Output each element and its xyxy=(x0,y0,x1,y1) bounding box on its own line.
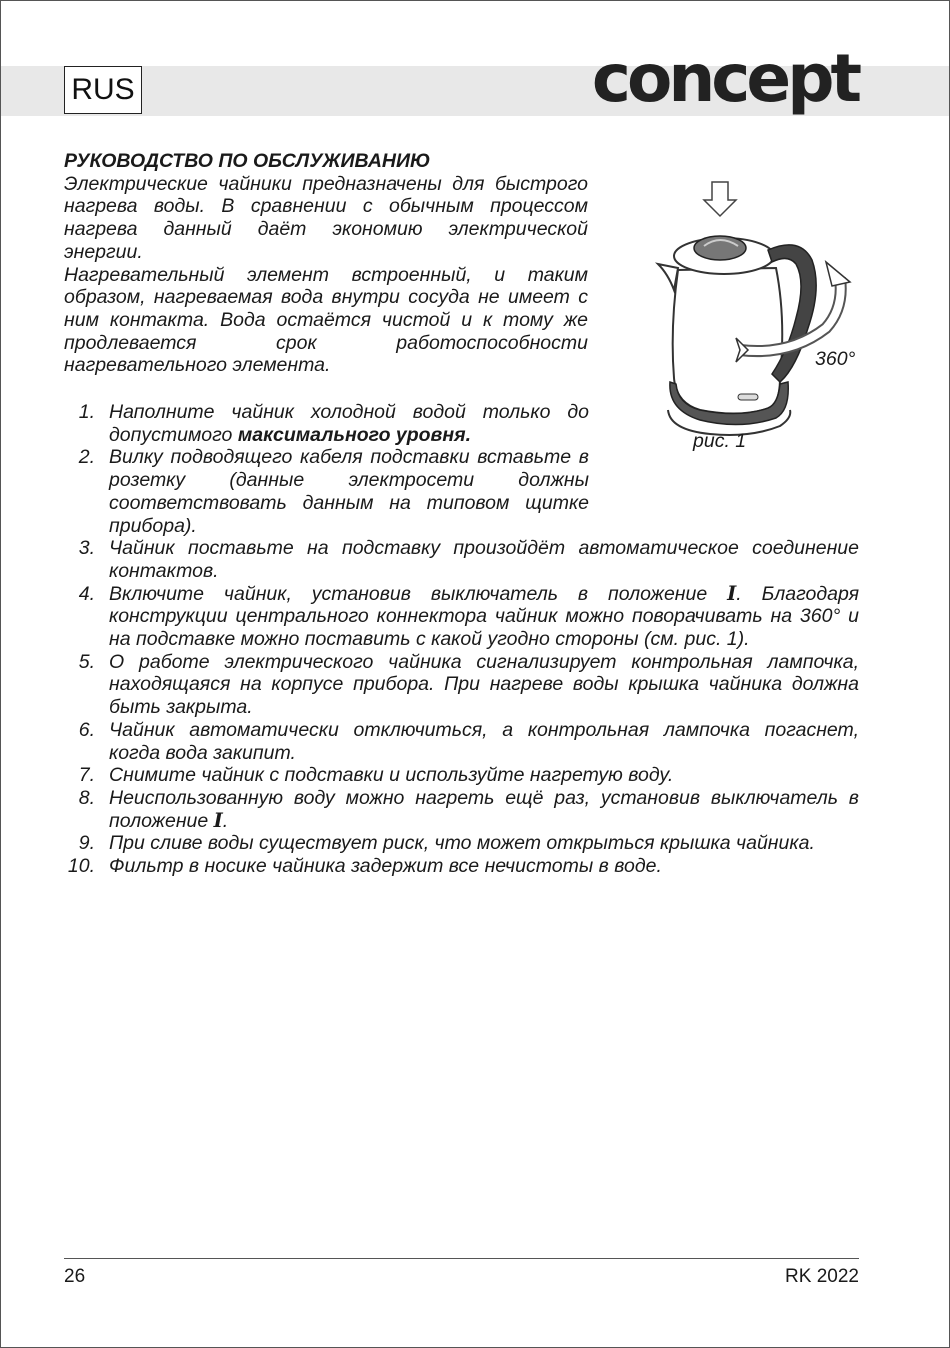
list-item xyxy=(64,446,589,537)
step-number: 10. xyxy=(67,855,95,878)
brand-logo: concept xyxy=(591,40,858,117)
step-number: 2. xyxy=(78,446,95,469)
step-number: 9. xyxy=(78,832,95,855)
step-text: При сливе воды существует риск, что может открыться крышка чайника. xyxy=(109,832,815,855)
switch-symbol: I xyxy=(727,581,737,605)
rotation-label: 360° xyxy=(815,348,856,370)
step-text: Снимите чайник с подставки и используйте нагретую воду. xyxy=(109,764,674,787)
step-text-continued: . xyxy=(222,809,229,832)
language-label: RUS xyxy=(64,66,142,114)
footer-divider xyxy=(64,1258,859,1259)
step-text: Включите чайник, установив выключатель в положение xyxy=(109,582,728,605)
kettle-illustration xyxy=(640,178,870,458)
section-title: РУКОВОДСТВО ПО ОБСЛУЖИВАНИЮ xyxy=(64,150,431,172)
step-number: 7. xyxy=(78,764,95,787)
step-number: 4. xyxy=(78,582,95,605)
list-item xyxy=(64,537,859,582)
list-item xyxy=(64,719,859,764)
switch-symbol: I xyxy=(213,808,223,832)
page-number: 26 xyxy=(64,1266,86,1287)
step-number: 5. xyxy=(78,650,95,673)
intro-paragraph-1: Электрические чайники предназначены для быстрого нагрева воды. В сравнении с обычным процессом нагрева данный даёт экономию электрической энергии. xyxy=(64,172,588,263)
model-number: RK 2022 xyxy=(785,1266,859,1287)
intro xyxy=(64,173,588,377)
step-text: Наполните чайник холодной водой только до допустимого xyxy=(109,401,589,446)
list-item xyxy=(64,832,859,855)
step-number: 6. xyxy=(78,718,95,741)
step-text: О работе электрического чайника сигнализирует контрольная лампочка, находящаяся на корпусе прибора. При нагреве воды крышка чайника должна быть закрыта. xyxy=(109,650,859,719)
list-item xyxy=(64,764,859,787)
list-item xyxy=(64,583,859,651)
list-item xyxy=(64,855,859,878)
step-text-continued: . Благодаря конструкции центрального коннектора чайник можно поворачивать на 360° и на подставке можно поставить с какой угодно стороны (см. рис. 1). xyxy=(109,582,860,651)
step-bold-text: максимального уровня. xyxy=(237,423,472,446)
list-item xyxy=(64,651,859,719)
step-text: Чайник автоматически отключиться, а контрольная лампочка погаснет, когда вода закипит. xyxy=(109,718,859,764)
step-number: 8. xyxy=(78,786,95,809)
step-text: Неиспользованную воду можно нагреть ещё раз, установив выключатель в положение xyxy=(109,786,859,832)
figure-caption: рис. 1 xyxy=(693,430,747,452)
step-number: 1. xyxy=(78,401,95,424)
list-item xyxy=(64,787,859,832)
kettle-body xyxy=(673,268,783,414)
down-arrow-icon xyxy=(704,182,736,216)
steps-list xyxy=(64,401,859,878)
step-text: Чайник поставьте на подставку произойдёт автоматическое соединение контактов. xyxy=(109,537,859,582)
list-item xyxy=(64,401,589,446)
kettle-spout xyxy=(658,264,678,290)
step-text: Вилку подводящего кабеля подставки вставьте в розетку (данные электросети должны соответствовать данным на типовом щитке прибора). xyxy=(109,446,589,537)
intro-paragraph-2: Нагревательный элемент встроенный, и таким образом, нагреваемая вода внутри сосуда не имеет с ним контакта. Вода остаётся чистой и к тому же продлевается срок работоспособности нагревательного элемента. xyxy=(64,263,588,377)
step-number: 3. xyxy=(78,537,95,560)
step-text: Фильтр в носике чайника задержит все нечистоты в воде. xyxy=(109,855,662,878)
